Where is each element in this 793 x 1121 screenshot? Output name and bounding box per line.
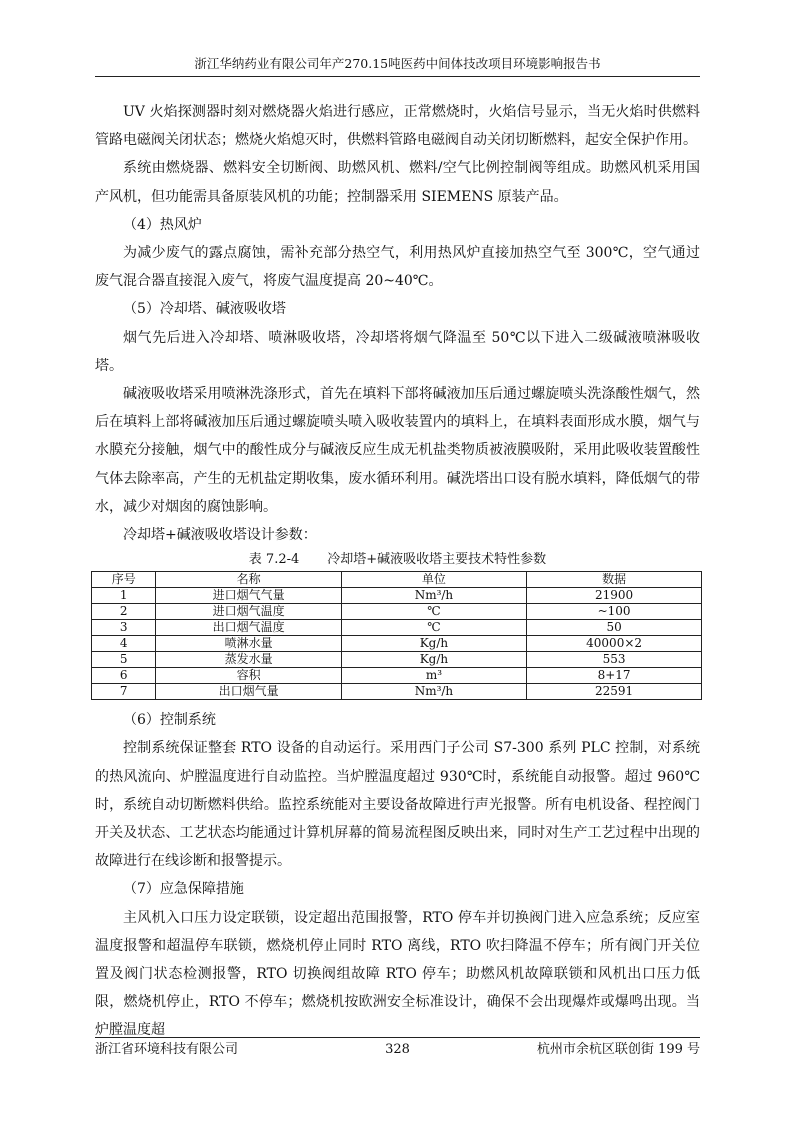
cell-name: 进口烟气温度 (156, 604, 341, 620)
cell-name: 出口烟气温度 (156, 620, 341, 636)
cell-index: 2 (92, 604, 156, 620)
table-caption (95, 549, 700, 571)
table-caption-number: 表 7.2-4 (248, 552, 300, 568)
cell-unit: Nm³/h (341, 684, 527, 700)
paragraph-control-system: 控制系统保证整套 RTO 设备的自动运行。采用西门子公司 S7-300 系列 PLC 控制，对系统的热风流向、炉膛温度进行自动监控。当炉膛温度超过 930℃时，系统能自动报警。超过 960℃时，系统自动切断燃料供给。监控系统能对主要设备故障进行声光报警。所有电机设备、程控阀门开关及状态、工艺状态均能通过计算机屏幕的简易流程图反映出来，同时对生产工艺过程中出现的故障进行在线诊断和报警提示。 (95, 740, 700, 870)
cell-name: 喷淋水量 (156, 636, 341, 652)
table-row (92, 636, 702, 652)
section-heading-control-system: （6）控制系统 (123, 712, 216, 729)
paragraph-hot-air-furnace: 为减少废气的露点腐蚀，需补充部分热空气，利用热风炉直接加热空气至 300℃，空气通过废气混合器直接混入废气，将废气温度提高 20~40℃。 (95, 245, 700, 290)
cell-value: 21900 (527, 588, 702, 604)
table-row (92, 620, 702, 636)
paragraph-uv-detector: UV 火焰探测器时刻对燃烧器火焰进行感应，正常燃烧时，火焰信号显示，当无火焰时供燃料管路电磁阀关闭状态；燃烧火焰熄灭时，供燃料管路电磁阀自动关闭切断燃料，起安全保护作用。 (95, 104, 700, 149)
paragraph-flue-gas-flow: 烟气先后进入冷却塔、喷淋吸收塔，冷却塔将烟气降温至 50℃以下进入二级碱液喷淋吸收塔。 (95, 329, 700, 374)
column-header-index: 序号 (92, 572, 156, 588)
cell-index: 6 (92, 668, 156, 684)
cell-index: 7 (92, 684, 156, 700)
cell-name: 进口烟气气量 (156, 588, 341, 604)
column-header-value: 数据 (527, 572, 702, 588)
cell-unit: ℃ (341, 604, 527, 620)
paragraph-alkali-absorption: 碱液吸收塔采用喷淋洗涤形式，首先在填料下部将碱液加压后通过螺旋喷头洗涤酸性烟气，然后在填料上部将碱液加压后通过螺旋喷头喷入吸收装置内的填料上，在填料表面形成水膜，烟气与水膜充分接触，烟气中的酸性成分与碱液反应生成无机盐类物质被液膜吸附，采用此吸收装置酸性气体去除率高，产生的无机盐定期收集，废水循环利用。碱洗塔出口设有脱水填料，降低烟气的带水，减少对烟囱的腐蚀影响。 (95, 386, 700, 515)
page-header: 浙江华纳药业有限公司年产270.15吨医药中间体技改项目环境影响报告书 (194, 56, 601, 71)
parameters-table (91, 571, 702, 700)
paragraph-design-params-intro: 冷却塔+碱液吸收塔设计参数： (123, 527, 317, 544)
cell-unit: Kg/h (341, 652, 527, 668)
paragraph-emergency-measures: 主风机入口压力设定联锁，设定超出范围报警，RTO 停车并切换阀门进入应急系统；反应室温度报警和超温停车联锁，燃烧机停止同时 RTO 离线，RTO 吹扫降温不停车；所有阀门开关位置及阀门状态检测报警，RTO 切换阀组故障 RTO 停车；助燃风机故障联锁和风机出口压力低限，燃烧机停止，RTO 不停车；燃烧机按欧洲安全标准设计，确保不会出现爆炸或爆鸣出现。当炉膛温度超 (95, 909, 700, 1039)
page-number: 328 (385, 1042, 410, 1057)
cell-name: 出口烟气量 (156, 684, 341, 700)
cell-value: 8+17 (527, 668, 702, 684)
header-divider (95, 76, 700, 77)
cell-value: 553 (527, 652, 702, 668)
table-row (92, 668, 702, 684)
table-row (92, 588, 702, 604)
cell-name: 蒸发水量 (156, 652, 341, 668)
cell-unit: ℃ (341, 620, 527, 636)
table-row (92, 604, 702, 620)
cell-index: 1 (92, 588, 156, 604)
cell-unit: Kg/h (341, 636, 527, 652)
cell-value: 22591 (527, 684, 702, 700)
table-row (92, 652, 702, 668)
cell-unit: m³ (341, 668, 527, 684)
section-heading-emergency-measures: （7）应急保障措施 (123, 881, 244, 898)
footer-divider (95, 1037, 700, 1038)
section-heading-cooling-tower: （5）冷却塔、碱液吸收塔 (123, 301, 286, 318)
cell-index: 5 (92, 652, 156, 668)
table-row (92, 684, 702, 700)
paragraph-system-components: 系统由燃烧器、燃料安全切断阀、助燃风机、燃料/空气比例控制阀等组成。助燃风机采用国产风机，但功能需具备原装风机的功能；控制器采用 SIEMENS 原装产品。 (95, 160, 700, 205)
cell-index: 4 (92, 636, 156, 652)
section-heading-hot-air-furnace: （4）热风炉 (123, 216, 202, 233)
footer-company: 浙江省环境科技有限公司 (95, 1042, 239, 1057)
cell-value: 40000×2 (527, 636, 702, 652)
table-caption-title: 冷却塔+碱液吸收塔主要技术特性参数 (327, 552, 547, 568)
cell-index: 3 (92, 620, 156, 636)
column-header-unit: 单位 (341, 572, 527, 588)
footer-address: 杭州市余杭区联创街 199 号 (536, 1042, 700, 1057)
table-header-row (92, 572, 702, 588)
cell-value: 50 (527, 620, 702, 636)
cell-name: 容积 (156, 668, 341, 684)
column-header-name: 名称 (156, 572, 341, 588)
document-body (95, 98, 700, 1045)
cell-value: ~100 (527, 604, 702, 620)
cell-unit: Nm³/h (341, 588, 527, 604)
